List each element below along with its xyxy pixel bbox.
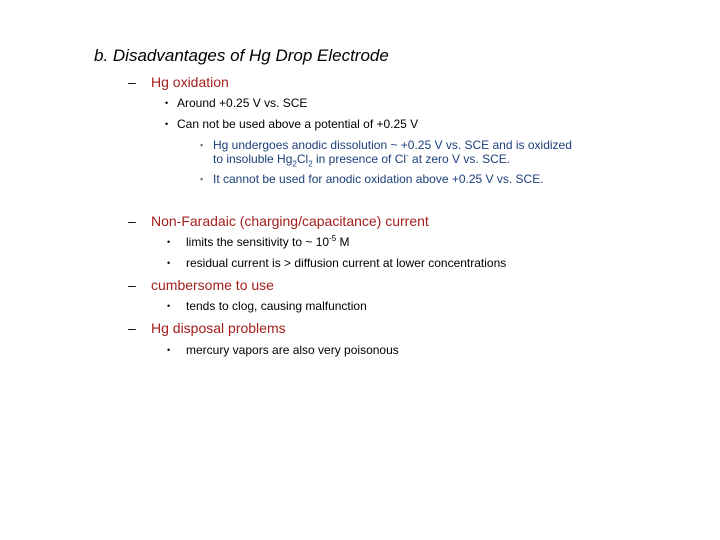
item-around-potential: Around +0.25 V vs. SCE [177, 96, 308, 110]
subitem-anodic-dissolution-1: Hg undergoes anodic dissolution ~ +0.25 V vs. SCE and is oxidized [213, 138, 572, 152]
dot-bullet: • [167, 345, 171, 355]
subitem-anodic-dissolution-2: to insoluble $Hg_2Cl_2$ in presence of Cl- at zero V vs. SCE. [213, 151, 511, 169]
dash-bullet: – [128, 277, 136, 293]
item-clog: tends to clog, causing malfunction [186, 299, 367, 313]
dot-bullet: • [165, 119, 169, 129]
slide-title: b. Disadvantages of Hg Drop Electrode [94, 46, 389, 65]
dash-bullet: – [128, 74, 136, 90]
item-residual-current: residual current is > diffusion current at lower concentrations [186, 256, 507, 270]
dot-bullet: • [167, 237, 171, 247]
dash-bullet: – [128, 213, 136, 229]
heading-disposal: Hg disposal problems [151, 320, 286, 336]
heading-cumbersome: cumbersome to use [151, 277, 274, 293]
item-cannot-be-used: Can not be used above a potential of +0.25 V [177, 117, 419, 131]
subitem-no-anodic-oxidation: It cannot be used for anodic oxidation above +0.25 V vs. SCE. [213, 172, 544, 186]
dot-bullet: • [165, 98, 169, 108]
heading-non-faradaic: Non-Faradaic (charging/capacitance) current [151, 213, 429, 229]
dot-bullet: • [167, 258, 171, 268]
item-sensitivity-limit: limits the sensitivity to ~ $10^{-5}$ M [186, 234, 350, 249]
item-mercury-vapors: mercury vapors are also very poisonous [186, 343, 399, 357]
square-bullet: ▪ [200, 140, 204, 150]
dash-bullet: – [128, 320, 136, 336]
square-bullet: ▪ [200, 174, 204, 184]
dot-bullet: • [167, 301, 171, 311]
heading-hg-oxidation: Hg oxidation [151, 74, 229, 90]
